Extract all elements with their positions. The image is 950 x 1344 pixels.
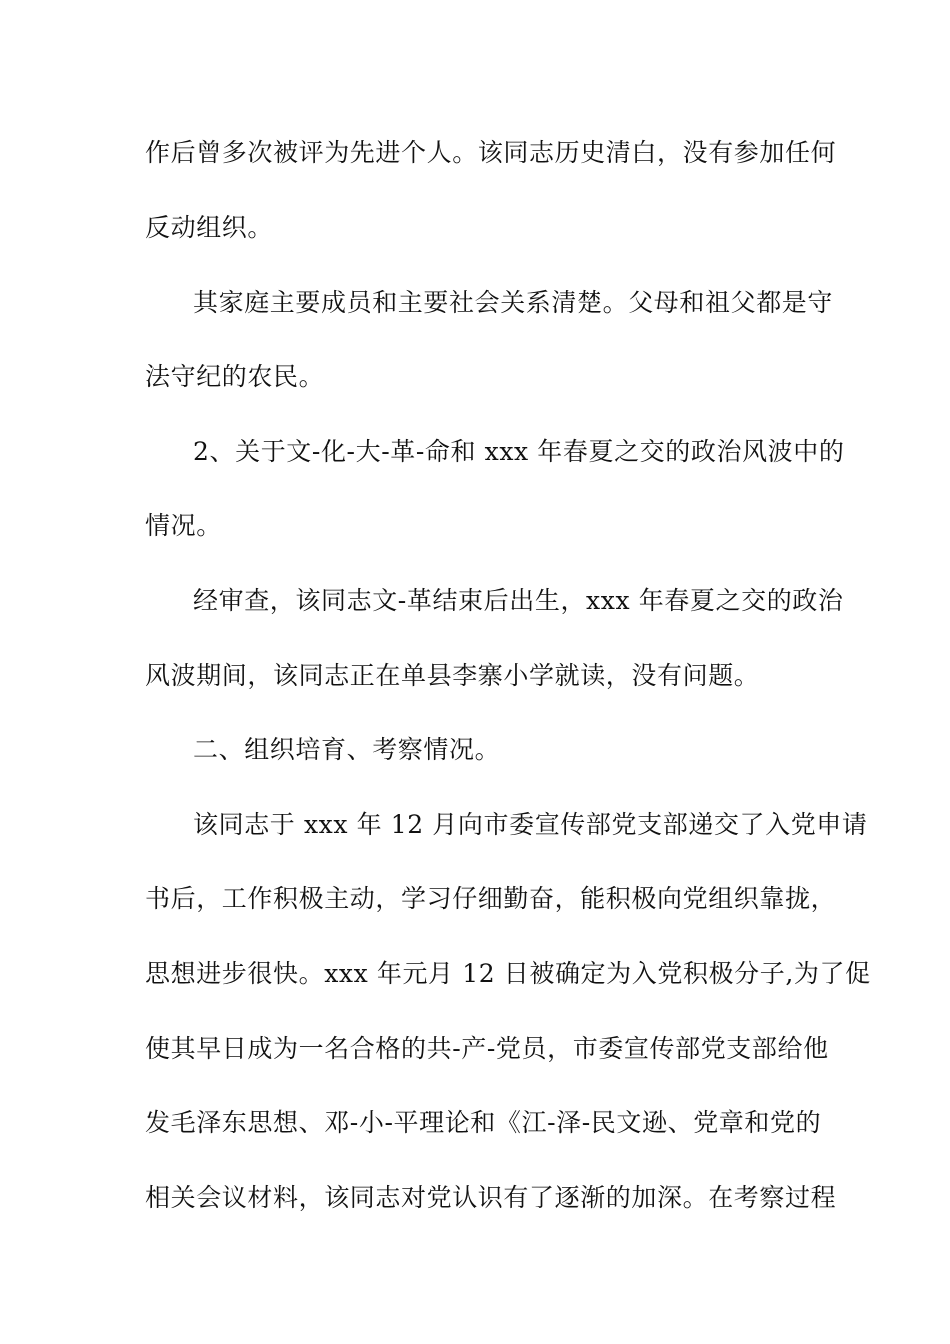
paragraph-first-line: 该同志于 xxx 年 12 月向市委宣传部党支部递交了入党申请	[193, 810, 868, 839]
text-line: 作后曾多次被评为先进个人。该同志历史清白，没有参加任何	[145, 138, 837, 167]
text-line: 情况。	[145, 511, 222, 540]
text-line: 反动组织。	[145, 213, 274, 242]
text-line: 思想进步很快。xxx 年元月 12 日被确定为入党积极分子,为了促	[145, 959, 871, 988]
section-heading: 2、关于文-化-大-革-命和 xxx 年春夏之交的政治风波中的	[193, 437, 845, 466]
text-line: 书后，工作积极主动，学习仔细勤奋，能积极向党组织靠拢，	[145, 884, 837, 913]
text-line: 风波期间，该同志正在单县李寨小学就读，没有问题。	[145, 661, 760, 690]
text-line: 相关会议材料，该同志对党认识有了逐渐的加深。在考察过程	[145, 1183, 837, 1212]
paragraph-first-line: 经审查，该同志文-革结束后出生，xxx 年春夏之交的政治	[193, 586, 844, 615]
paragraph-first-line: 其家庭主要成员和主要社会关系清楚。父母和祖父都是守	[193, 288, 834, 317]
text-line: 法守纪的农民。	[145, 362, 325, 391]
text-line: 发毛泽东思想、邓-小-平理论和《江-泽-民文逊、党章和党的	[145, 1108, 822, 1137]
text-line: 使其早日成为一名合格的共-产-党员，市委宣传部党支部给他	[145, 1034, 829, 1063]
section-heading: 二、组织培育、考察情况。	[193, 735, 501, 764]
